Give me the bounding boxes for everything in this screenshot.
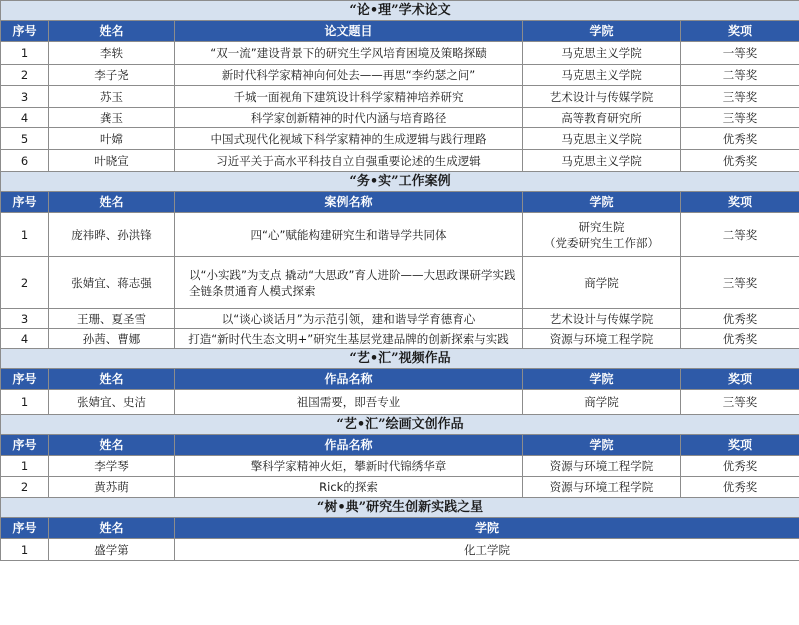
award-level: 优秀奖 (681, 456, 799, 477)
column-header: 作品名称 (175, 435, 523, 456)
column-header: 序号 (1, 435, 49, 456)
row-index: 1 (1, 390, 49, 415)
section-title-row (1, 1, 799, 21)
column-header: 学院 (523, 21, 681, 42)
work-title: 以“谈心谈话月”为示范引领，建和谐导学育德育心 (175, 309, 523, 329)
award-level: 三等奖 (681, 86, 799, 108)
column-header: 案例名称 (175, 192, 523, 213)
college-name: 研究生院 （党委研究生工作部） (523, 213, 681, 257)
college-name: 商学院 (523, 390, 681, 415)
award-level: 优秀奖 (681, 128, 799, 150)
student-name: 盛学第 (49, 539, 175, 561)
table-row (1, 86, 799, 108)
section-title-row (1, 415, 799, 435)
college-name: 高等教育研究所 (523, 108, 681, 128)
column-header: 姓名 (49, 369, 175, 390)
column-header: 序号 (1, 21, 49, 42)
column-header: 姓名 (49, 21, 175, 42)
student-name: 孙茜、曹娜 (49, 329, 175, 349)
college-name: 艺术设计与传媒学院 (523, 86, 681, 108)
work-title: 擎科学家精神火炬，攀新时代锦绣华章 (175, 456, 523, 477)
award-level: 优秀奖 (681, 329, 799, 349)
work-title: Rick的探索 (175, 477, 523, 498)
college-name: 资源与环境工程学院 (523, 456, 681, 477)
college-name: 马克思主义学院 (523, 128, 681, 150)
section-title-row (1, 498, 799, 518)
column-header: 奖项 (681, 21, 799, 42)
row-index: 1 (1, 213, 49, 257)
table-row (1, 128, 799, 150)
student-name: 王珊、夏圣雪 (49, 309, 175, 329)
table-row (1, 42, 799, 65)
award-level: 二等奖 (681, 65, 799, 86)
column-header: 姓名 (49, 518, 175, 539)
section-title-row (1, 172, 799, 192)
student-name: 叶晓宣 (49, 150, 175, 172)
award-level: 二等奖 (681, 213, 799, 257)
table-row (1, 456, 799, 477)
award-level: 一等奖 (681, 42, 799, 65)
column-header-row (1, 192, 799, 213)
column-header: 奖项 (681, 369, 799, 390)
award-level: 优秀奖 (681, 477, 799, 498)
column-header: 姓名 (49, 192, 175, 213)
row-index: 1 (1, 42, 49, 65)
row-index: 1 (1, 539, 49, 561)
work-title: 科学家创新精神的时代内涵与培育路径 (175, 108, 523, 128)
work-title: “双一流”建设背景下的研究生学风培育困境及策略探赜 (175, 42, 523, 65)
row-index: 2 (1, 477, 49, 498)
student-name: 庞祎晔、孙洪锋 (49, 213, 175, 257)
college-name: 资源与环境工程学院 (523, 329, 681, 349)
section-title: “艺•汇”绘画文创作品 (1, 415, 799, 435)
student-name: 龚玉 (49, 108, 175, 128)
row-index: 3 (1, 309, 49, 329)
column-header: 奖项 (681, 192, 799, 213)
award-level: 优秀奖 (681, 150, 799, 172)
column-header: 作品名称 (175, 369, 523, 390)
column-header: 奖项 (681, 435, 799, 456)
work-title: 以“小实践”为支点 撬动“大思政”育人进阶——大思政课研学实践全链条贯通育人模式探索 (175, 257, 523, 309)
column-header-row (1, 369, 799, 390)
table-row (1, 390, 799, 415)
college-name: 马克思主义学院 (523, 150, 681, 172)
college-name: 商学院 (523, 257, 681, 309)
student-name: 叶嫦 (49, 128, 175, 150)
student-name: 黄苏萌 (49, 477, 175, 498)
column-header: 学院 (523, 192, 681, 213)
row-index: 4 (1, 108, 49, 128)
column-header: 序号 (1, 369, 49, 390)
work-title: 祖国需要，即吾专业 (175, 390, 523, 415)
section-title: “树•典”研究生创新实践之星 (1, 498, 799, 518)
student-name: 张婧宜、史洁 (49, 390, 175, 415)
table-row (1, 477, 799, 498)
college-name: 化工学院 (175, 539, 799, 561)
column-header-row (1, 435, 799, 456)
section-title: “务•实”工作案例 (1, 172, 799, 192)
section-title: “论•理”学术论文 (1, 1, 799, 21)
column-header: 学院 (523, 369, 681, 390)
work-title: 四“心”赋能构建研究生和谐导学共同体 (175, 213, 523, 257)
column-header: 姓名 (49, 435, 175, 456)
row-index: 5 (1, 128, 49, 150)
table-row (1, 329, 799, 349)
row-index: 1 (1, 456, 49, 477)
college-name: 艺术设计与传媒学院 (523, 309, 681, 329)
table-row (1, 65, 799, 86)
column-header-row (1, 21, 799, 42)
work-title: 新时代科学家精神向何处去——再思“李约瑟之问” (175, 65, 523, 86)
college-name: 马克思主义学院 (523, 42, 681, 65)
row-index: 4 (1, 329, 49, 349)
column-header: 学院 (175, 518, 799, 539)
award-level: 优秀奖 (681, 309, 799, 329)
row-index: 3 (1, 86, 49, 108)
work-title: 打造“新时代生态文明+”研究生基层党建品牌的创新探索与实践 (175, 329, 523, 349)
row-index: 2 (1, 65, 49, 86)
table-row (1, 213, 799, 257)
table-row (1, 257, 799, 309)
column-header: 论文题目 (175, 21, 523, 42)
column-header-row (1, 518, 799, 539)
table-row (1, 309, 799, 329)
college-name: 马克思主义学院 (523, 65, 681, 86)
column-header: 学院 (523, 435, 681, 456)
column-header: 序号 (1, 518, 49, 539)
section-title: “艺•汇”视频作品 (1, 349, 799, 369)
work-title: 中国式现代化视域下科学家精神的生成逻辑与践行理路 (175, 128, 523, 150)
student-name: 李子尧 (49, 65, 175, 86)
awards-table-body (1, 1, 799, 561)
work-title: 习近平关于高水平科技自立自强重要论述的生成逻辑 (175, 150, 523, 172)
table-row (1, 539, 799, 561)
section-title-row (1, 349, 799, 369)
row-index: 6 (1, 150, 49, 172)
award-level: 三等奖 (681, 108, 799, 128)
work-title: 千城一面视角下建筑设计科学家精神培养研究 (175, 86, 523, 108)
table-row (1, 150, 799, 172)
student-name: 苏玉 (49, 86, 175, 108)
student-name: 李学琴 (49, 456, 175, 477)
college-name: 资源与环境工程学院 (523, 477, 681, 498)
student-name: 张婧宜、蒋志强 (49, 257, 175, 309)
student-name: 李轶 (49, 42, 175, 65)
award-level: 三等奖 (681, 390, 799, 415)
table-row (1, 108, 799, 128)
row-index: 2 (1, 257, 49, 309)
column-header: 序号 (1, 192, 49, 213)
award-level: 三等奖 (681, 257, 799, 309)
